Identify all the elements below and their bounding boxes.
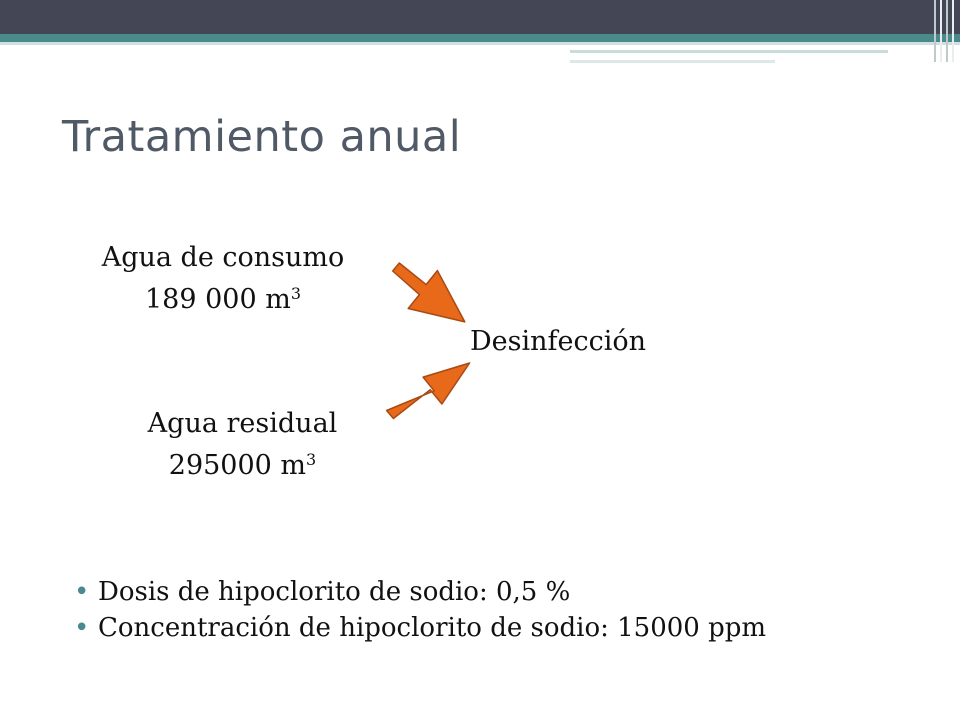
arrow-consumo-to-desinfeccion — [393, 263, 465, 322]
bullet-list — [74, 574, 766, 646]
bullet-item-concentracion: • Concentración de hipoclorito de sodio: 15000 ppm — [74, 610, 766, 646]
source-consumo-amount: 189 000 $m^3$ — [144, 284, 302, 315]
bullet-item-dosis: • Dosis de hipoclorito de sodio: 0,5 % — [74, 574, 766, 610]
source-residual-amount: 295000 $m^3$ — [168, 450, 317, 481]
source-consumo-name: Agua de consumo — [101, 242, 345, 273]
arrow-residual-to-desinfeccion — [387, 363, 470, 419]
page-title: Tratamiento anual — [62, 112, 462, 162]
source-residual-name: Agua residual — [147, 408, 338, 439]
target-desinfeccion-label: Desinfección — [470, 326, 647, 357]
